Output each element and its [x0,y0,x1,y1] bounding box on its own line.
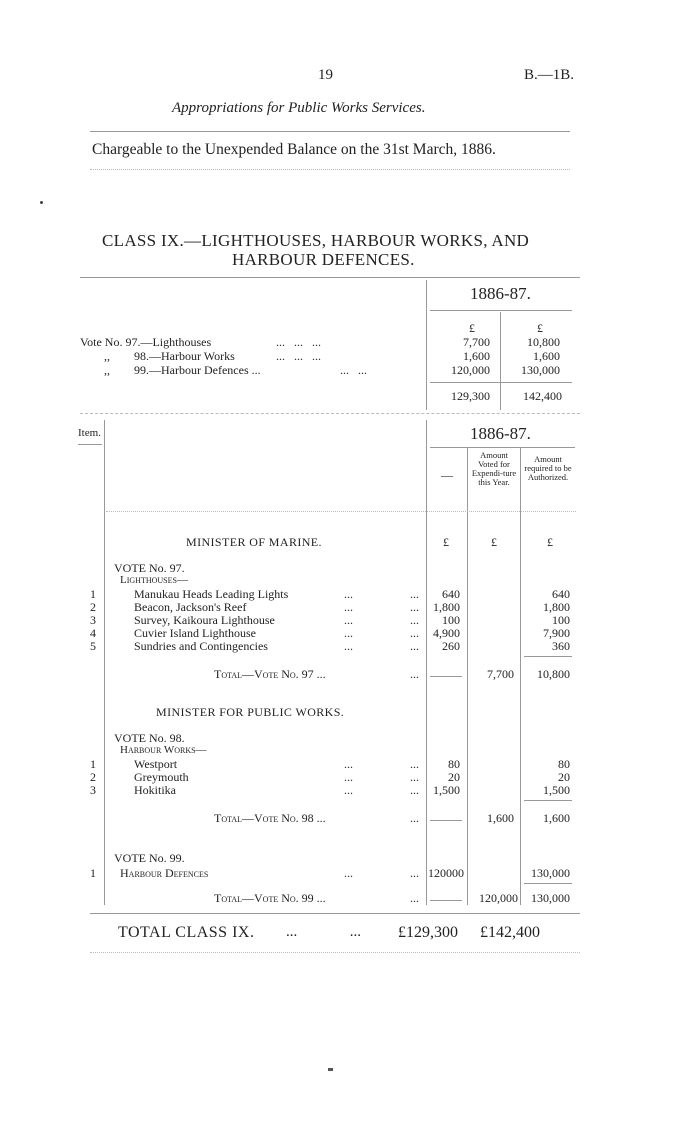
item-98-3-amount: 1,500 [433,783,460,797]
voted-column-header: Amount Voted for Expendi-ture this Year. [471,450,517,487]
grand-total-required: £142,400 [480,924,540,941]
chargeable-rule [90,169,570,170]
item-column-divider [104,420,105,905]
item-97-2-no: 2 [90,600,96,614]
summary-total-a: 129,300 [451,389,490,403]
summary-row-99-prefix: ,, [104,363,110,377]
item-column-header: Item. [78,427,101,439]
item-99-1-dots-a: ... [344,866,353,880]
minister-of-marine: MINISTER OF MARINE. [186,535,322,549]
summary-year-rule [430,310,572,311]
item-97-4-amount: 4,900 [433,626,460,640]
vote-97-total-required: 10,800 [537,667,570,681]
item-97-5-dots-a: ... [344,639,353,653]
summary-year: 1886-87. [470,284,531,303]
item-97-5-no: 5 [90,639,96,653]
item-97-3-required: 100 [552,613,570,627]
item-97-3-dots-b: ... [410,613,419,627]
detail-year: 1886-87. [470,424,531,443]
vote-99-total-dots: ... [410,891,419,905]
summary-row-99-dots: ... ... [340,363,367,377]
item-98-2-dots-b: ... [410,770,419,784]
item-header-rule [78,444,102,445]
item-98-1-dots-b: ... [410,757,419,771]
summary-row-99-a: 120,000 [451,363,490,377]
class-title-line-2: HARBOUR DEFENCES. [232,250,415,269]
detail-dash: — [441,468,453,482]
summary-row-99-label: 99.—Harbour Defences ... [134,363,261,377]
grand-total-voted: £129,300 [398,924,458,941]
item-97-2-required: 1,800 [543,600,570,614]
grand-total-label: TOTAL CLASS IX. [118,924,255,941]
vote-98-amount-rule [430,820,462,821]
item-99-1-no: 1 [90,866,96,880]
vote-98-total-label: Total—Vote No. 98 ... [214,811,326,825]
item-97-2-dots-b: ... [410,600,419,614]
item-97-3-no: 3 [90,613,96,627]
item-98-1-dots-a: ... [344,757,353,771]
item-97-4-dots-a: ... [344,626,353,640]
item-97-2-amount: 1,800 [433,600,460,614]
summary-row-97-a: 7,700 [463,335,490,349]
vote-99-heading: VOTE No. 99. [114,851,185,865]
item-97-4-label: Cuvier Island Lighthouse [134,626,256,640]
summary-row-98-b: 1,600 [533,349,560,363]
marine-currency-required: £ [547,535,553,549]
item-98-2-required: 20 [558,770,570,784]
item-97-5-label: Sundries and Contingencies [134,639,268,653]
summary-row-97-dots: ... ... ... [276,335,321,349]
item-97-1-required: 640 [552,587,570,601]
item-97-2-label: Beacon, Jackson's Reef [134,600,247,614]
vote-97-total-label: Total—Vote No. 97 ... [214,667,326,681]
chargeable-heading: Chargeable to the Unexpended Balance on the 31st March, 1886. [92,141,496,158]
vote-98-required-rule [524,800,572,801]
vote-99-required-rule [524,883,572,884]
item-98-3-label: Hokitika [134,783,176,797]
vote-98-total-voted: 1,600 [487,811,514,825]
grand-total-dots: ... ... [286,924,361,940]
scan-speck [40,201,43,204]
summary-row-99-b: 130,000 [521,363,560,377]
item-97-1-no: 1 [90,587,96,601]
item-98-3-dots-b: ... [410,783,419,797]
summary-total-rule [430,382,572,383]
item-97-5-required: 360 [552,639,570,653]
vote-98-total-dots: ... [410,811,419,825]
item-97-3-amount: 100 [442,613,460,627]
summary-left-divider [426,280,427,410]
item-99-1-required: 130,000 [531,866,570,880]
page-subtitle: Appropriations for Public Works Services. [172,100,426,116]
item-99-1-label: Harbour Defences [120,866,209,880]
vote-97-amount-rule [430,676,462,677]
grand-total-top-rule [90,913,580,914]
summary-row-98-prefix: ,, [104,349,110,363]
item-98-2-dots-a: ... [344,770,353,784]
harbour-works-category: Harbour Works— [120,744,207,756]
item-98-1-amount: 80 [448,757,460,771]
item-99-1-dots-b: ... [410,866,419,880]
summary-row-97-label: Vote No. 97.—Lighthouses [80,335,212,349]
item-98-1-label: Westport [134,757,178,771]
lighthouses-category: Lighthouses— [120,574,188,586]
item-98-1-no: 1 [90,757,96,771]
marine-currency-amount: £ [443,535,449,549]
item-98-3-no: 3 [90,783,96,797]
summary-currency-b: £ [537,321,543,335]
item-98-2-amount: 20 [448,770,460,784]
item-99-1-amount: 120000 [428,866,464,880]
item-98-2-no: 2 [90,770,96,784]
vote-99-total-voted: 120,000 [479,891,518,905]
detail-header-rule [106,511,576,512]
item-97-4-dots-b: ... [410,626,419,640]
item-97-1-dots-a: ... [344,587,353,601]
item-97-4-no: 4 [90,626,96,640]
item-97-3-dots-a: ... [344,613,353,627]
vote-99-total-required: 130,000 [531,891,570,905]
vote-97-required-rule [524,656,572,657]
detail-year-rule [430,447,575,448]
vote-98-total-required: 1,600 [543,811,570,825]
item-98-1-required: 80 [558,757,570,771]
class-title-rule [80,277,580,278]
summary-row-98-a: 1,600 [463,349,490,363]
vote-97-heading: VOTE No. 97. [114,561,185,575]
vote-99-amount-rule [430,900,462,901]
item-97-1-label: Manukau Heads Leading Lights [134,587,289,601]
vote-97-total-dots: ... [410,667,419,681]
document-reference: B.—1B. [524,67,575,83]
scan-mark [328,1068,333,1071]
summary-currency-a: £ [469,321,475,335]
class-title-line-1: CLASS IX.—LIGHTHOUSES, HARBOUR WORKS, AND [102,231,530,250]
minister-for-public-works: MINISTER FOR PUBLIC WORKS. [156,705,345,719]
vote-99-total-label: Total—Vote No. 99 ... [214,891,326,905]
vote-97-total-voted: 7,700 [487,667,514,681]
required-column-header: Amount required to be Authorized. [524,454,572,482]
item-98-3-dots-a: ... [344,783,353,797]
item-97-5-dots-b: ... [410,639,419,653]
vote-98-heading: VOTE No. 98. [114,731,185,745]
item-98-2-label: Greymouth [134,770,189,784]
summary-row-97-b: 10,800 [527,335,560,349]
summary-bottom-rule [80,413,580,414]
amount-column-divider [426,420,427,905]
item-97-4-required: 7,900 [543,626,570,640]
item-97-2-dots-a: ... [344,600,353,614]
page-number: 19 [318,67,333,83]
summary-total-b: 142,400 [523,389,562,403]
item-97-3-label: Survey, Kaikoura Lighthouse [134,613,275,627]
summary-row-98-label: 98.—Harbour Works [134,349,235,363]
grand-total-bottom-rule [90,952,580,953]
item-97-1-amount: 640 [442,587,460,601]
summary-row-98-dots: ... ... ... [276,349,321,363]
item-98-3-required: 1,500 [543,783,570,797]
item-97-5-amount: 260 [442,639,460,653]
item-97-1-dots-b: ... [410,587,419,601]
marine-currency-voted: £ [491,535,497,549]
header-rule [90,131,570,132]
